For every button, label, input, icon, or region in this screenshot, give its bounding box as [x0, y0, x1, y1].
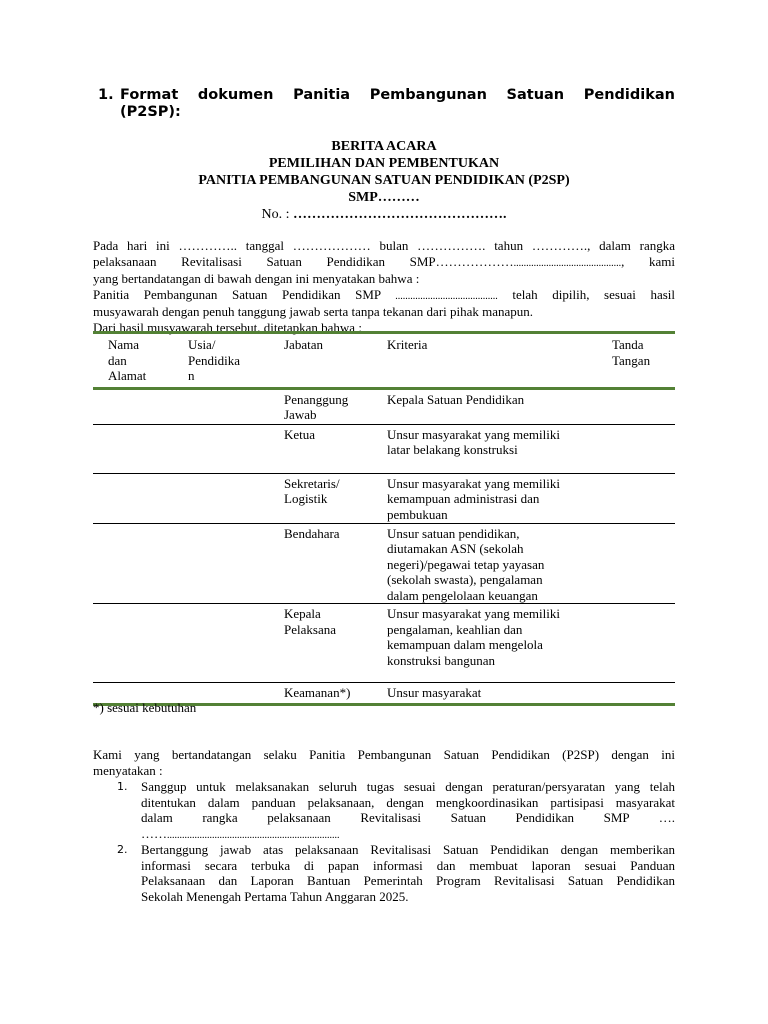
cell-nama [93, 388, 188, 424]
cell-kriteria [387, 388, 612, 424]
list-line-text: dalam rangka pelaksanaan Revitalisasi Satuan Pendidikan SMP [141, 810, 630, 825]
list-line: Pelaksanaan dan Laporan Bantuan Pemerintah Program Revitalisasi Satuan Pendidikan [141, 873, 675, 888]
committee-table [93, 331, 675, 706]
header-nama-3: Alamat [108, 368, 147, 383]
kriteria-line: Unsur masyarakat [387, 685, 482, 700]
header-ttd-1: Tanda [612, 337, 644, 352]
list-body [141, 779, 675, 843]
cell-kriteria [387, 683, 612, 705]
kriteria-line: pembukuan [387, 506, 448, 522]
list-number: 2. [117, 843, 128, 856]
title-pemilihan: PEMILIHAN DAN PEMBENTUKAN [268, 156, 500, 171]
kriteria-line: Unsur masyarakat yang memiliki [387, 426, 560, 442]
opening-line-4-end: telah dipilih, sesuai hasil [497, 286, 675, 302]
jabatan-line: Penanggung [284, 391, 349, 407]
cell-nama [93, 523, 188, 604]
title-berita-acara: BERITA ACARA [331, 139, 437, 154]
cell-nama [93, 604, 188, 683]
jabatan-line: Bendahara [284, 525, 340, 541]
kriteria-line: konstruksi bangunan [387, 652, 495, 668]
header-nama [93, 333, 188, 389]
jabatan-line: Logistik [284, 491, 328, 506]
list-line [141, 826, 675, 844]
opening-line-3: yang bertandatangan di bawah dengan ini menyatakan bahwa : [93, 271, 420, 286]
list-line-dots: …. [658, 810, 675, 825]
kriteria-line: kemampuan administrasi dan [387, 491, 540, 506]
heading-text-continued: (P2SP): [120, 104, 181, 120]
cell-kriteria [387, 604, 612, 683]
cell-usia [188, 604, 284, 683]
list-number: 1. [117, 780, 128, 793]
jabatan-line: Keamanan*) [284, 685, 351, 700]
opening-line-6: Dari hasil musyawarah tersebut, ditetapkan bahwa : [93, 319, 362, 335]
header-usia [188, 333, 284, 389]
document-number-dots: ………………………………………. [293, 207, 507, 222]
list-line: Sekolah Menengah Pertama Tahun Anggaran 2025. [141, 888, 409, 904]
document-number [93, 206, 675, 223]
cell-ttd [612, 604, 675, 683]
statement-line-1: Kami yang bertandatangan selaku Panitia Pembangunan Satuan Pendidikan (P2SP) dengan ini [93, 747, 675, 762]
table-header-row [93, 333, 675, 389]
cell-kriteria [387, 424, 612, 473]
opening-line-4-text: Panitia Pembangunan Satuan Pendidikan SMP [93, 286, 396, 302]
cell-usia [188, 683, 284, 705]
header-tanda-tangan [612, 333, 675, 389]
kriteria-line: Unsur satuan pendidikan, [387, 525, 520, 541]
kriteria-line: kemampuan dalam mengelola [387, 637, 543, 652]
cell-jabatan [284, 523, 387, 604]
cell-nama [93, 424, 188, 473]
header-usia-2: Pendidika [188, 352, 240, 368]
cell-jabatan [284, 388, 387, 424]
table-row [93, 424, 675, 473]
opening-line-2 [93, 254, 675, 272]
kriteria-line: Unsur masyarakat yang memiliki [387, 606, 560, 621]
statement-line-2: menyatakan : [93, 762, 163, 778]
kriteria-line: latar belakang konstruksi [387, 442, 518, 457]
list-line: ditentukan dalam panduan pelaksanaan, dengan mengkoordinasikan partisipasi masyarakat [141, 794, 675, 810]
header-nama-1: Nama [108, 337, 140, 352]
jabatan-line: Pelaksana [284, 621, 336, 637]
header-ttd-2: Tangan [612, 352, 651, 368]
table-row [93, 523, 675, 604]
opening-line-2-end: , kami [621, 253, 676, 269]
cell-kriteria [387, 523, 612, 604]
cell-ttd [612, 523, 675, 604]
cell-usia [188, 473, 284, 523]
cell-jabatan [284, 473, 387, 523]
list-line: Sanggup untuk melaksanakan seluruh tugas sesuai dengan peraturan/persyaratan yang telah [141, 779, 675, 794]
kriteria-line: Unsur masyarakat yang memiliki [387, 475, 560, 491]
opening-line-4 [93, 287, 675, 305]
document-number-label: No. : [261, 207, 293, 222]
heading-text: Format dokumen Panitia Pembangunan Satuan Pendidikan [120, 87, 675, 103]
opening-line-2-text: pelaksanaan Revitalisasi Satuan Pendidikan SMP……………… [93, 253, 514, 269]
header-usia-3: n [188, 368, 195, 383]
cell-ttd [612, 473, 675, 523]
kriteria-line: dalam pengelolaan keuangan [387, 587, 538, 603]
table-row [93, 388, 675, 424]
list-line-dots-small: ..................................................................... [167, 829, 340, 841]
list-line: informasi secara terbuka di papan informasi dan membuat laporan sesuai Panduan [141, 857, 675, 873]
cell-ttd [612, 424, 675, 473]
jabatan-line: Sekretaris/ [284, 475, 340, 491]
list-line: Bertanggung jawab atas pelaksanaan Revitalisasi Satuan Pendidikan dengan memberikan [141, 842, 675, 857]
cell-jabatan [284, 604, 387, 683]
cell-nama [93, 473, 188, 523]
header-kriteria: Kriteria [387, 337, 428, 352]
cell-jabatan [284, 683, 387, 705]
heading-number: 1. [98, 87, 114, 103]
kriteria-line: pengalaman, keahlian dan [387, 621, 523, 637]
kriteria-line: diutamakan ASN (sekolah [387, 541, 524, 556]
jabatan-line: Ketua [284, 426, 316, 442]
header-usia-1: Usia/ [188, 337, 216, 352]
kriteria-line: Kepala Satuan Pendidikan [387, 391, 525, 407]
title-panitia: PANITIA PEMBANGUNAN SATUAN PENDIDIKAN (P2SP) [198, 173, 570, 188]
jabatan-line: Kepala [284, 606, 321, 621]
opening-line-1: Pada hari ini ………….. tanggal ……………… bulan ……………. tahun …………., dalam rangka [93, 238, 675, 253]
list-line-dots: …… [141, 825, 167, 841]
table-row [93, 473, 675, 523]
cell-jabatan [284, 424, 387, 473]
opening-line-5: musyawarah dengan penuh tanggung jawab serta tanpa tekanan dari pihak manapun. [93, 304, 534, 319]
kriteria-line: (sekolah swasta), pengalaman [387, 572, 543, 587]
cell-ttd [612, 683, 675, 705]
header-jabatan: Jabatan [284, 337, 323, 352]
cell-usia [188, 424, 284, 473]
footnote: *) sesuai kebutuhan [93, 700, 197, 715]
list-body [141, 842, 675, 904]
statement-paragraph [93, 747, 675, 778]
cell-ttd [612, 388, 675, 424]
title-smp: SMP……… [348, 190, 420, 205]
kriteria-line: negeri)/pegawai tetap yayasan [387, 556, 545, 572]
table-row [93, 604, 675, 683]
jabatan-line: Jawab [284, 407, 317, 422]
cell-kriteria [387, 473, 612, 523]
header-nama-2: dan [108, 352, 127, 368]
cell-usia [188, 523, 284, 604]
cell-usia [188, 388, 284, 424]
opening-paragraph [93, 238, 675, 335]
list-line [141, 810, 675, 826]
opening-line-2-dots: ........................................... [513, 257, 622, 269]
opening-line-4-dots: ......................................... [395, 290, 498, 302]
